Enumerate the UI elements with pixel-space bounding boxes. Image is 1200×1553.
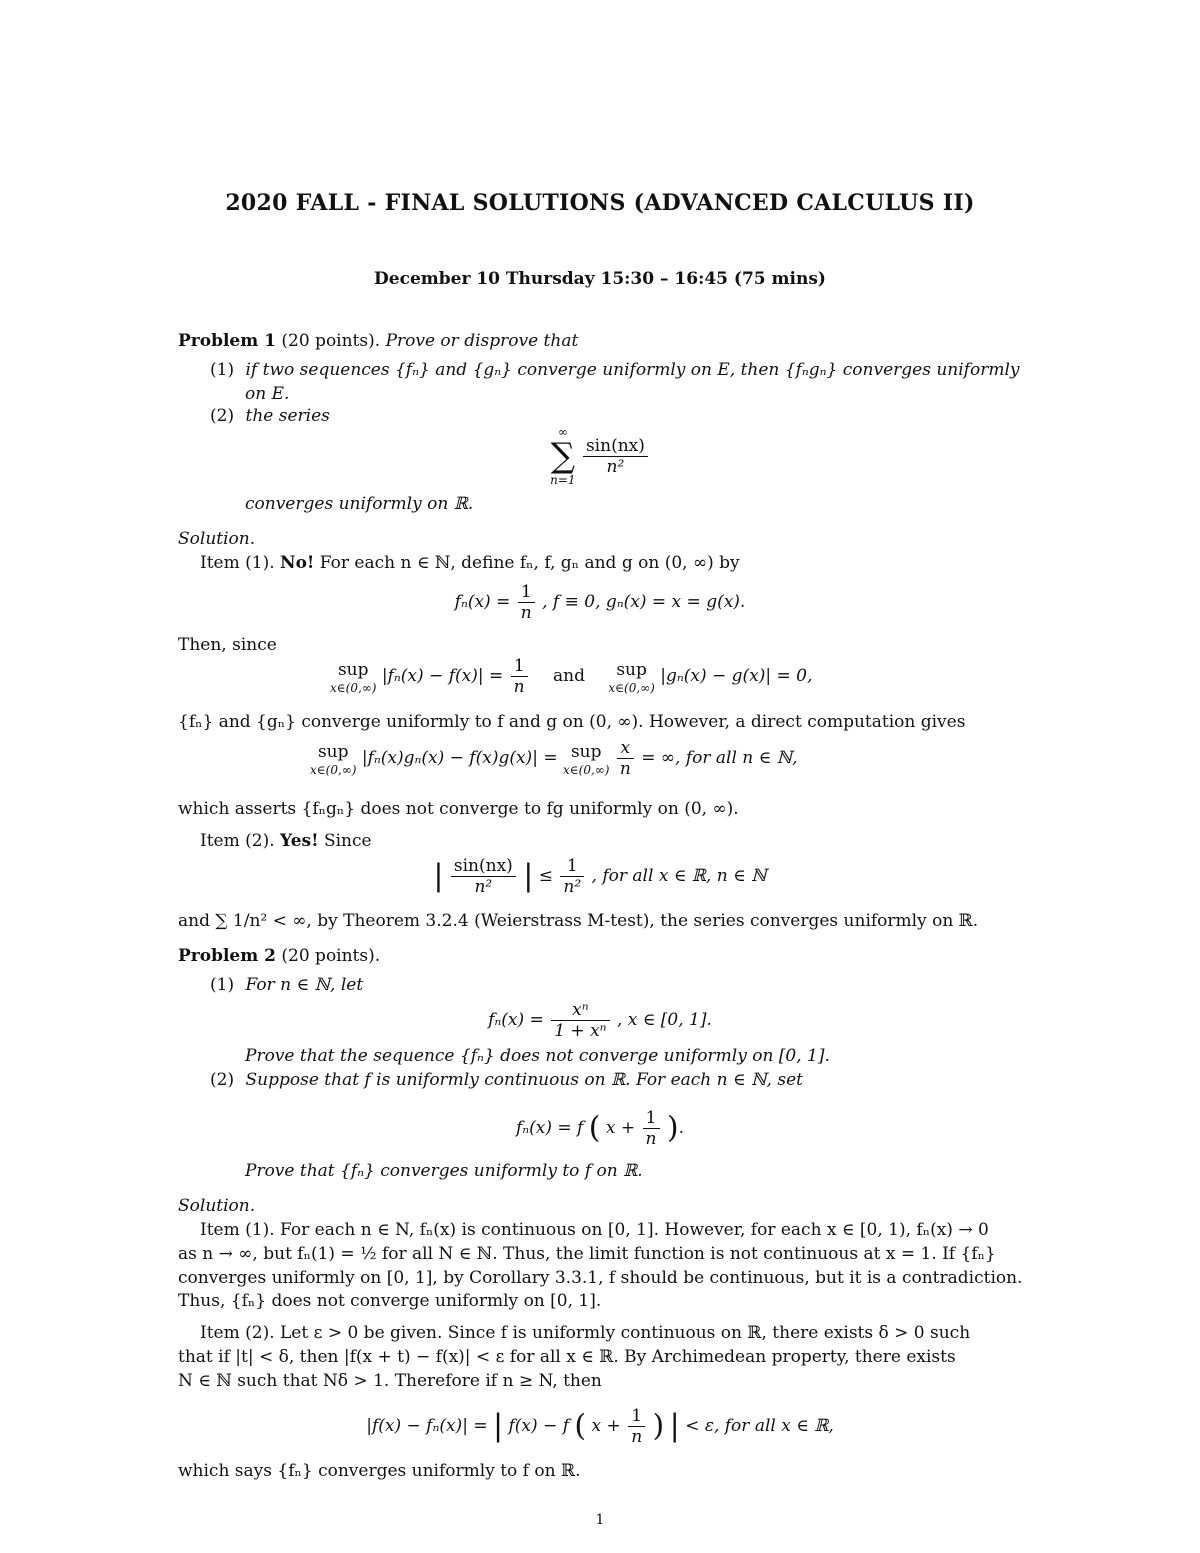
solution-2-label: Solution. [178,1196,256,1216]
final-rest: < ε, for all x ∈ ℝ, [685,1416,834,1436]
abs-bar-left: | [433,858,444,894]
sup-expr: |fₙ(x) − f(x)| = [381,666,504,686]
since-word: Since [323,831,372,851]
denominator: n [520,603,532,623]
item-number: (2) [210,1070,235,1090]
sup-rest: = ∞, for all n ∈ ℕ, [641,748,798,768]
abs-bar-right: | [669,1408,680,1444]
fn-fraction [551,1000,609,1041]
problem-1-item-2 [210,405,330,427]
final-fraction [628,1406,645,1447]
sup-label: sup [337,659,369,680]
numerator: 1 [518,582,535,603]
problem-1-heading [178,330,578,352]
final-lhs: |f(x) − fₙ(x)| = [366,1416,488,1436]
problem-2-item-1-prove: Prove that the sequence {fₙ} does not converge uniformly on [0, 1]. [245,1046,830,1066]
sup-fraction [511,656,528,697]
sup-operator-4 [563,741,609,777]
numerator: 1 [560,856,584,877]
bound-rest: , for all x ∈ ℝ, n ∈ ℕ [591,866,767,886]
solution-2-p1-line-2: as n → ∞, but fₙ(1) = ½ for all N ∈ ℕ. Thus, the limit function is not continuous at x = 1. If {fₙ} [178,1244,996,1264]
then-since: Then, since [178,635,277,655]
paren-right: ) [652,1408,665,1444]
converge-line: {fₙ} and {gₙ} converge uniformly to f and g on (0, ∞). However, a direct computation gives [178,712,966,732]
paren-left: ( [588,1110,601,1146]
denominator: n² [474,877,493,897]
item-head: Item (2). [200,831,275,851]
denominator: n [645,1129,657,1149]
solution-1-label: Solution. [178,529,256,549]
sup-operator-2 [608,659,654,695]
problem-2-heading [178,945,380,967]
problem-1-title: Problem 1 [178,331,276,351]
summation-symbol [550,425,575,487]
shift-fraction [643,1108,660,1149]
abs-bar-left: | [492,1408,504,1444]
problem-1-item-1 [210,359,1019,381]
item-head: Item (1). [200,553,275,573]
numerator: sin(nx) [451,856,516,877]
problem-2-item-1 [210,974,363,996]
numerator: sin(nx) [583,436,648,457]
sup-label: sup [570,741,602,762]
solution-2-p1-line-4: Thus, {fₙ} does not converge uniformly on [0, 1]. [178,1291,602,1311]
le-sign: ≤ [538,866,553,886]
sup-under: x∈(0,∞) [330,680,377,695]
page-number: 1 [595,1512,605,1528]
fn-lhs: fₙ(x) = [488,1010,544,1030]
asserts-line: which asserts {fₙgₙ} does not converge to fg uniformly on (0, ∞). [178,799,739,819]
shift-definition: fₙ(x) = f ( x + $\frac{1}{n}$ ). [515,1108,685,1149]
paren-right: ) [666,1110,679,1146]
item-number: (1) [210,975,235,995]
problem-2-item-2 [210,1069,803,1091]
sup-under: x∈(0,∞) [310,762,357,777]
definition-formula [0,582,1200,623]
problem-1-item-1-cont: on E. [245,384,290,404]
sup-under: x∈(0,∞) [608,680,655,695]
numerator: 1 [511,656,528,677]
sum-lower: n=1 [550,473,576,487]
series-fraction [583,436,648,477]
solution-2-p2-line-1: Item (2). Let ε > 0 be given. Since f is uniformly continuous on ℝ, there exists δ > 0 such [200,1323,971,1343]
sum-upper: ∞ [557,425,568,439]
sup-expr-3: |fₙ(x)gₙ(x) − f(x)g(x)| = [361,748,558,768]
denominator: n² [606,456,625,477]
denominator: n [619,759,631,779]
solution-2-p1-line-3: converges uniformly on [0, 1], by Corollary 3.3.1, f should be continuous, but it is a contradiction. [178,1268,1023,1288]
bound-formula [0,856,1200,897]
denominator: 1 + xⁿ [554,1021,607,1041]
numerator: 1 [628,1406,645,1427]
solution-2-p2-line-2: that if |t| < δ, then |f(x + t) − f(x)| < ε for all x ∈ ℝ. By Archimedean property, there exists [178,1347,956,1367]
numerator: x [617,738,634,759]
sup-operator [330,659,376,695]
sup-label: sup [317,741,349,762]
fn-rest: , x ∈ [0, 1]. [616,1010,712,1030]
sup-label: sup [616,659,647,680]
def-fraction [518,582,535,623]
sigma: ∑ [550,436,575,476]
abs-bar-right: | [523,858,534,894]
denominator: n [513,677,525,697]
solution-1-item-1-intro [200,552,740,574]
problem-2-points: (20 points). [281,946,381,966]
series-formula [0,425,1200,487]
mtest-line: and ∑ 1/n² < ∞, by Theorem 3.2.4 (Weierstrass M-test), the series converges uniformly on ℝ. [178,911,979,931]
solution-2-p1-line-1: Item (1). For each n ∈ N, fₙ(x) is continuous on [0, 1]. However, for each x ∈ [0, 1), fₙ(x) → 0 [200,1220,989,1240]
problem-2-item-2-prove: Prove that {fₙ} converges uniformly to f on ℝ. [245,1161,643,1181]
problem-1-item-2-after: converges uniformly on ℝ. [245,494,474,514]
solution-1-item-2-intro [200,830,372,852]
numerator: 1 [643,1108,660,1129]
item-number: (1) [210,360,235,380]
sup-formula-2 [310,738,798,779]
sup-expr-2: |gₙ(x) − g(x)| = 0, [660,666,813,686]
sup-fraction-3 [617,738,634,779]
verdict: Yes! [280,831,319,851]
bound-fraction-2 [560,856,584,897]
shift-lhs: fₙ(x) = f [515,1118,584,1138]
item-intro: For each n ∈ ℕ, define fₙ, f, gₙ and g on (0, ∞) by [319,553,740,573]
problem-1-points: (20 points). [281,331,381,351]
final-inner: x + [591,1416,621,1436]
bound-fraction [451,856,516,897]
problem-2-title: Problem 2 [178,946,276,966]
shift-inner: x + [605,1118,636,1138]
conclusion-line: which says {fₙ} converges uniformly to f on ℝ. [178,1461,581,1481]
final-mid: f(x) − f [508,1416,569,1436]
paren-left: ( [574,1408,587,1444]
denominator: n² [563,877,582,897]
numerator: xⁿ [551,1000,609,1021]
def-rest: , f ≡ 0, gₙ(x) = x = g(x). [542,592,746,612]
document-title: 2020 FALL - FINAL SOLUTIONS (ADVANCED CALCULUS II) [225,190,975,216]
item-text: Suppose that f is uniformly continuous on ℝ. For each n ∈ ℕ, set [245,1070,803,1090]
sup-under: x∈(0,∞) [562,762,610,777]
fn-definition [0,1000,1200,1041]
item-text: For n ∈ ℕ, let [245,975,364,995]
solution-2-p2-line-3: N ∈ ℕ such that Nδ > 1. Therefore if n ≥ N, then [178,1371,602,1391]
denominator: n [631,1427,643,1447]
sup-operator-3 [310,741,356,777]
def-lhs: fₙ(x) = [454,592,511,612]
item-text: the series [245,406,330,426]
item-number: (2) [210,406,235,426]
verdict: No! [280,553,315,573]
sup-formula-1 [330,656,812,697]
final-inequality [0,1406,1200,1447]
item-text: if two sequences {fₙ} and {gₙ} converge uniformly on E, then {fₙgₙ} converges uniformly [245,360,1020,380]
problem-1-prompt: Prove or disprove that [385,331,579,351]
and-word: and [552,666,585,686]
exam-date: December 10 Thursday 15:30 – 16:45 (75 mins) [374,269,826,289]
